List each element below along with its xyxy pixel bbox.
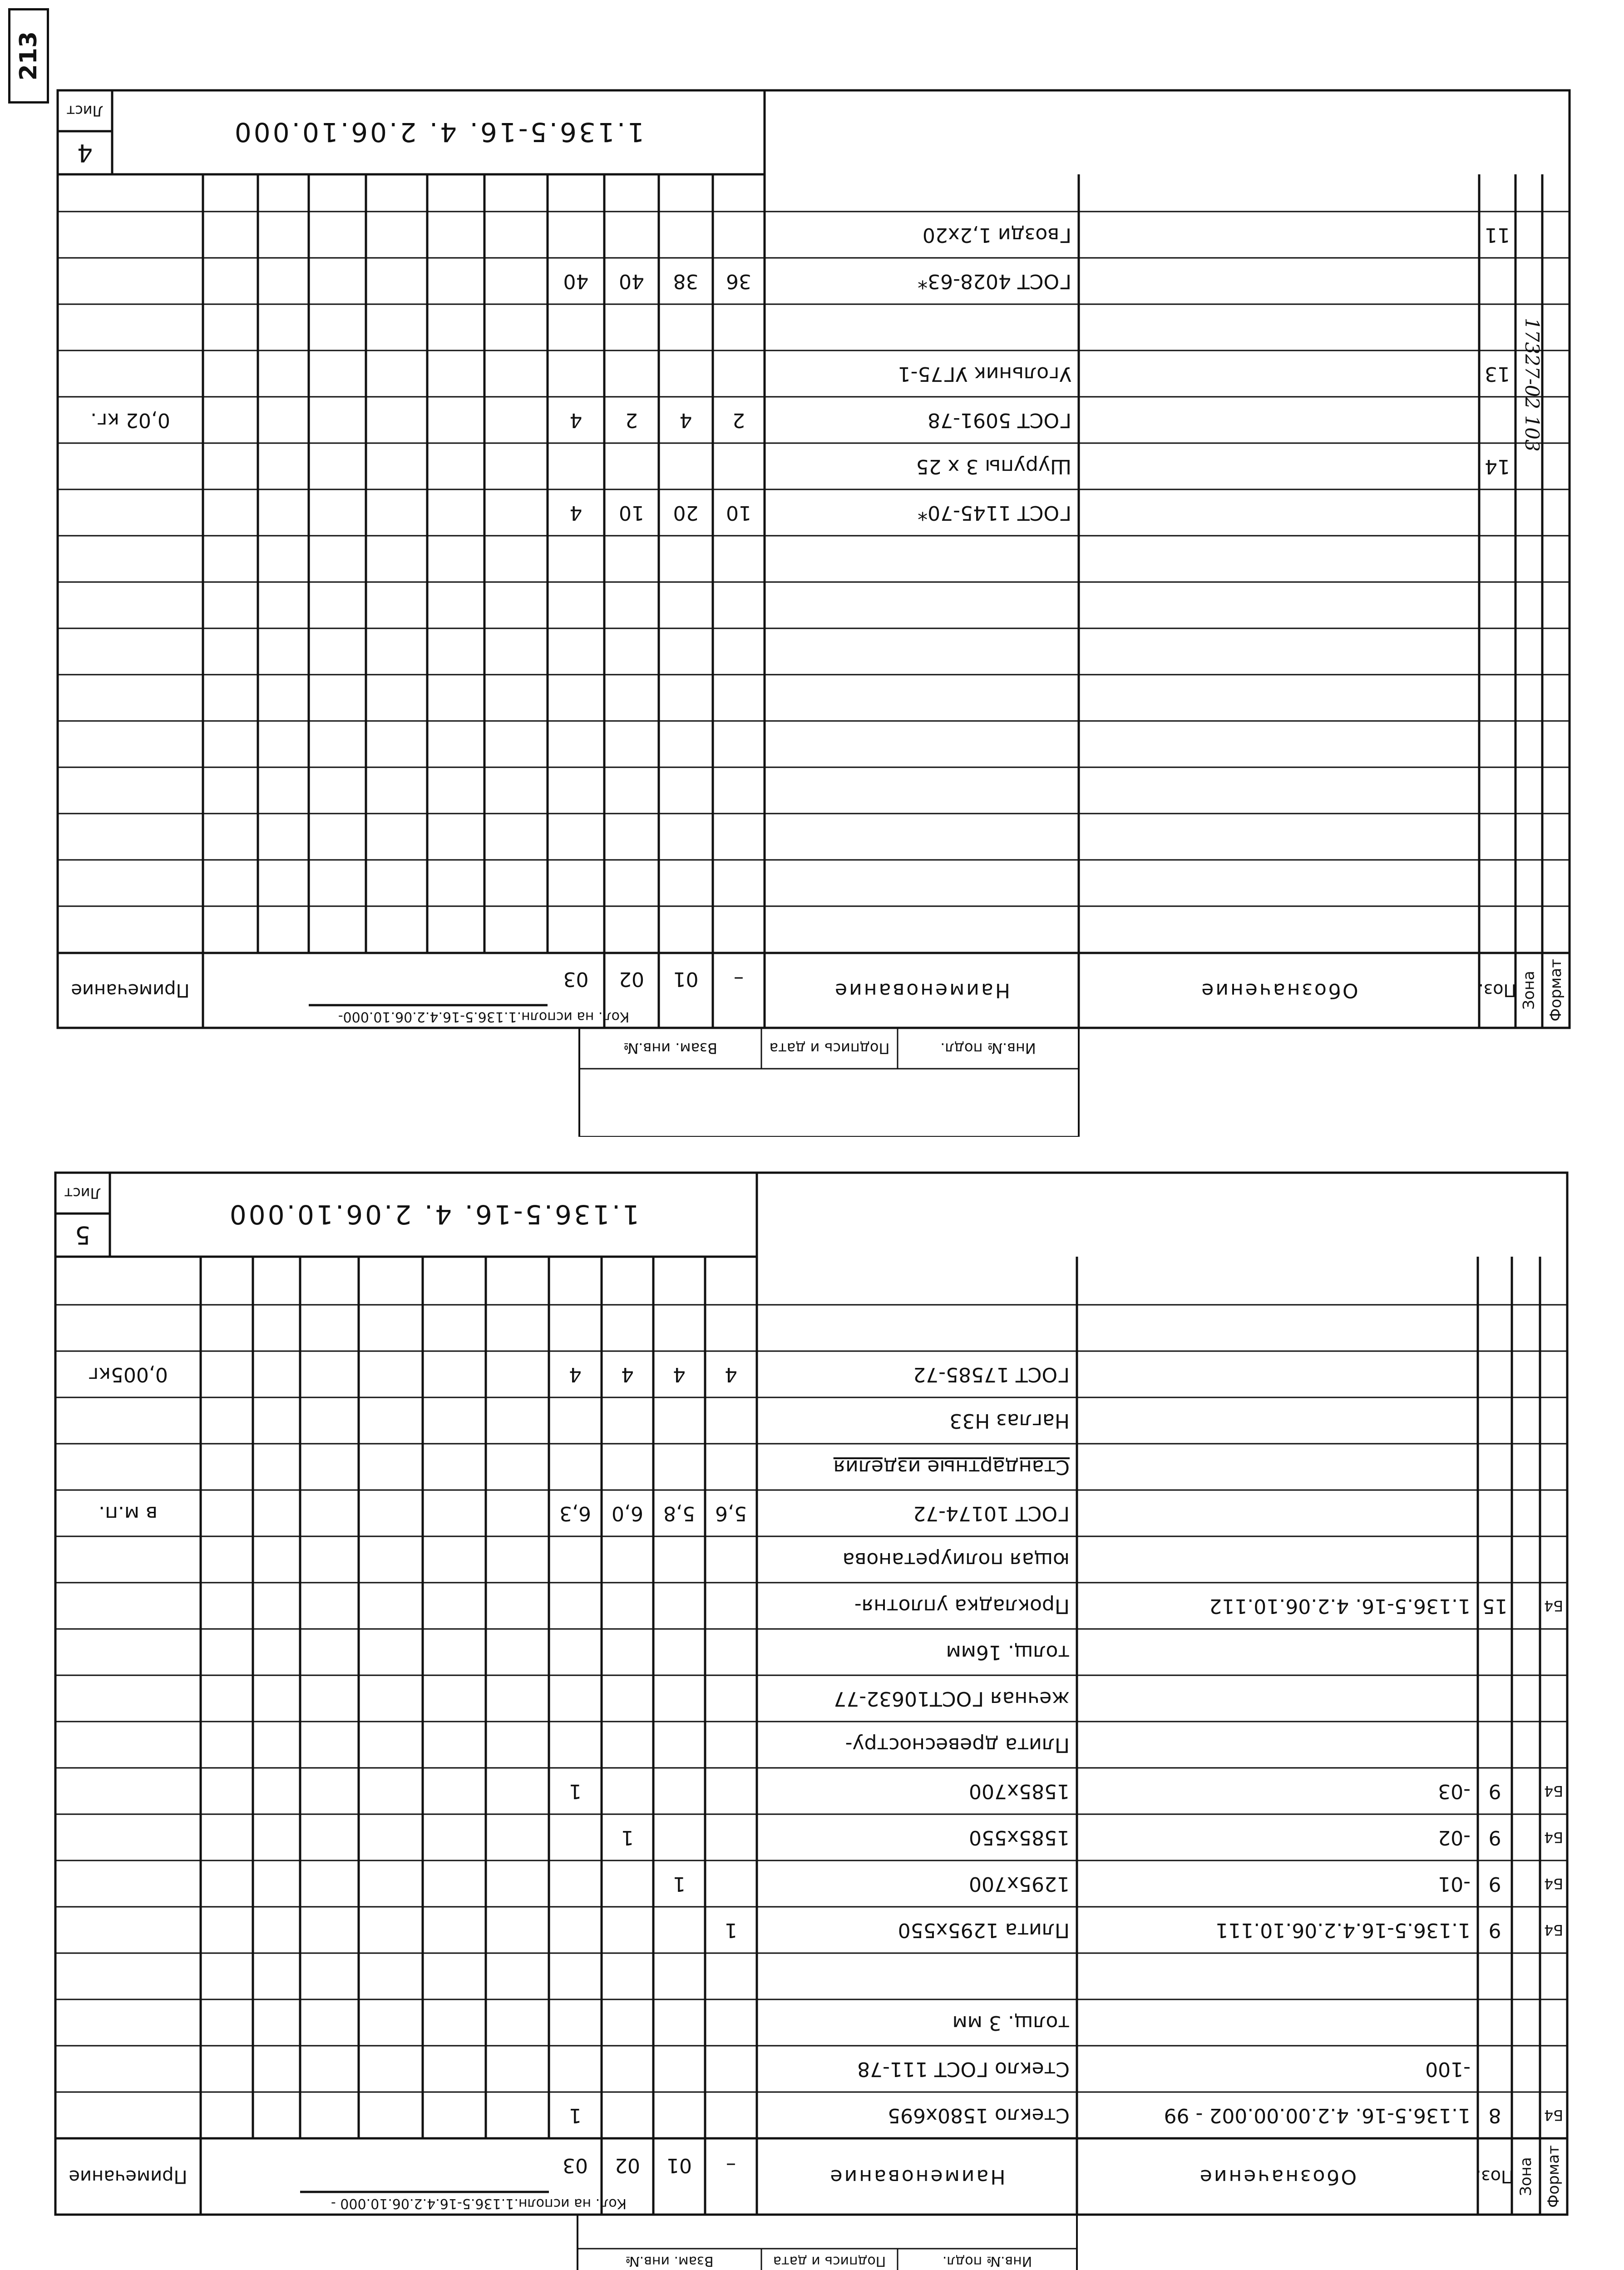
row-note: 0,005кг (88, 1363, 168, 1386)
archive-number: 213 (15, 31, 42, 81)
row-name: Плита древесностру- (845, 1733, 1070, 1757)
header-variant: 01 (666, 2154, 692, 2177)
row-name: ГОСТ 4028-63* (918, 270, 1071, 293)
row-name: толщ. 16мм (946, 1641, 1070, 1664)
row-name: толщ. 3 мм (952, 2011, 1070, 2034)
row-qty: 4 (673, 1363, 686, 1386)
row-note: 0,02 кг. (90, 409, 170, 432)
header-variant: 03 (563, 967, 589, 991)
row-designation: 1.136.5-16. 4.2.06.10.112 (1209, 1594, 1471, 1618)
row-qty: 40 (563, 270, 589, 293)
stamp-signature-date: Подпись и дата (773, 2253, 886, 2270)
stamp-inv-podl: Инв.№ подл. (940, 1040, 1036, 1057)
header-variant: 02 (619, 967, 644, 991)
row-format: Б4 (1544, 2107, 1564, 2124)
row-name: Стекло 1580х695 (887, 2104, 1070, 2127)
header-variant: – (734, 967, 744, 991)
row-qty: 4 (621, 1363, 634, 1386)
row-name: ГОСТ 17585-72 (913, 1363, 1070, 1386)
row-designation: 1.136.5-16.4.2.06.10.111 (1215, 1919, 1471, 1942)
row-name: ющая полиуретанова (842, 1548, 1070, 1571)
row-format: Б4 (1544, 1921, 1564, 1939)
row-qty: 4 (569, 501, 582, 524)
header-designation: Обозначение (1198, 2165, 1357, 2188)
header-variant: 03 (563, 2154, 588, 2177)
sheet-5-rotated-content (0, 1137, 1624, 2270)
sheet-label: Лист (66, 102, 104, 119)
row-qty: 4 (569, 409, 582, 432)
header-zone: Зона (1520, 971, 1538, 1010)
row-name: Шурупы 3 х 25 (916, 455, 1071, 478)
row-name: жечная ГОСТ10632-77 (834, 1687, 1070, 1710)
margin-note: 17327-02 103 (1521, 318, 1543, 452)
stamp-signature-date: Подпись и дата (769, 1040, 890, 1057)
header-designation: Обозначение (1199, 979, 1358, 1002)
row-pos: 11 (1485, 223, 1510, 247)
row-name: 1585х700 (969, 1780, 1070, 1803)
row-pos: 9 (1488, 1919, 1501, 1942)
header-qty: Кол. на исполн.1.136.5-16.4.2.06.10.000 - (331, 2196, 627, 2211)
header-zone: Зона (1517, 2157, 1535, 2196)
header-format: Формат (1545, 2145, 1563, 2208)
sheet-designation: 1.136.5-16. 4. 2.06.10.000 (227, 1199, 640, 1230)
row-format: Б4 (1544, 1829, 1564, 1846)
header-pos: Поз. (1476, 2166, 1514, 2186)
row-pos: 9 (1488, 1872, 1501, 1895)
row-qty: 40 (619, 270, 644, 293)
row-qty: 1 (569, 1780, 582, 1803)
header-name: Наименование (833, 979, 1010, 1002)
header-note: Примечание (69, 2166, 188, 2187)
row-pos: 9 (1488, 1826, 1501, 1849)
row-qty: 10 (726, 501, 751, 524)
row-name: ГОСТ 10174-72 (913, 1502, 1070, 1525)
row-name: Стекло ГОСТ 111-78 (857, 2058, 1070, 2081)
archive-number-box (8, 8, 49, 104)
header-name: Наименование (828, 2165, 1006, 2188)
row-name: Прокладка уплотня- (854, 1594, 1070, 1618)
section-heading: Стандартные изделия (833, 1456, 1070, 1479)
row-designation: -03 (1438, 1780, 1471, 1803)
row-qty: 5,6 (715, 1502, 747, 1525)
row-designation: -100 (1425, 2058, 1471, 2081)
header-variant: 02 (615, 2154, 640, 2177)
row-qty: 38 (673, 270, 699, 293)
row-name: Плита 1295х550 (898, 1919, 1070, 1942)
row-qty: 1 (569, 2104, 582, 2127)
row-pos: 8 (1488, 2104, 1501, 2127)
row-qty: 1 (673, 1872, 686, 1895)
row-qty: 4 (569, 1363, 582, 1386)
row-qty: 6,0 (612, 1502, 643, 1525)
sheet-label: Лист (64, 1184, 101, 1202)
row-name: ГОСТ 1145-70* (918, 501, 1071, 524)
header-variant: – (726, 2154, 736, 2177)
row-qty: 6,3 (559, 1502, 591, 1525)
row-name: Угольник УГ75-1 (898, 362, 1071, 385)
row-format: Б4 (1544, 1875, 1564, 1892)
row-name: Гвозди 1,2х20 (922, 223, 1071, 247)
row-designation: 1.136.5-16. 4.2.00.00.002 - 99 (1164, 2104, 1471, 2127)
row-name: Наглаз Н33 (949, 1409, 1070, 1432)
row-pos: 14 (1485, 455, 1510, 478)
stamp-vzam-inv: Взам. инв.№ (623, 1040, 718, 1057)
row-designation: -01 (1438, 1872, 1471, 1895)
row-note: в м.п. (99, 1502, 158, 1525)
row-qty: 2 (732, 409, 745, 432)
row-pos: 15 (1482, 1594, 1508, 1618)
row-pos: 9 (1488, 1780, 1501, 1803)
row-qty: 5,8 (663, 1502, 695, 1525)
row-qty: 4 (679, 409, 692, 432)
row-designation: -02 (1438, 1826, 1471, 1849)
stamp-inv-podl: Инв.№ подл. (942, 2253, 1032, 2270)
row-pos: 13 (1485, 362, 1510, 385)
row-qty: 1 (621, 1826, 634, 1849)
row-name: 1295х700 (969, 1872, 1070, 1895)
row-qty: 2 (625, 409, 638, 432)
row-qty: 20 (673, 501, 699, 524)
row-format: Б4 (1544, 1597, 1564, 1614)
stamp-vzam-inv: Взам. инв.№ (625, 2253, 714, 2270)
header-note: Примечание (71, 980, 190, 1001)
row-name: 1585х550 (969, 1826, 1070, 1849)
row-qty: 1 (725, 1919, 737, 1942)
row-qty: 36 (726, 270, 751, 293)
sheet-number: 5 (74, 1221, 91, 1250)
row-qty: 4 (725, 1363, 737, 1386)
header-qty: Кол. на исполн.1.136.5-16.4.2.06.10.000- (338, 1009, 630, 1025)
sheet-number: 4 (77, 138, 93, 168)
row-qty: 10 (619, 501, 644, 524)
header-format: Формат (1547, 959, 1565, 1022)
header-pos: Поз. (1478, 980, 1517, 1001)
row-format: Б4 (1544, 1782, 1564, 1800)
sheet-5 (0, 1137, 1624, 2270)
header-variant: 01 (673, 967, 699, 991)
row-name: ГОСТ 5091-78 (928, 409, 1071, 432)
sheet-designation: 1.136.5-16. 4. 2.06.10.000 (232, 117, 645, 148)
